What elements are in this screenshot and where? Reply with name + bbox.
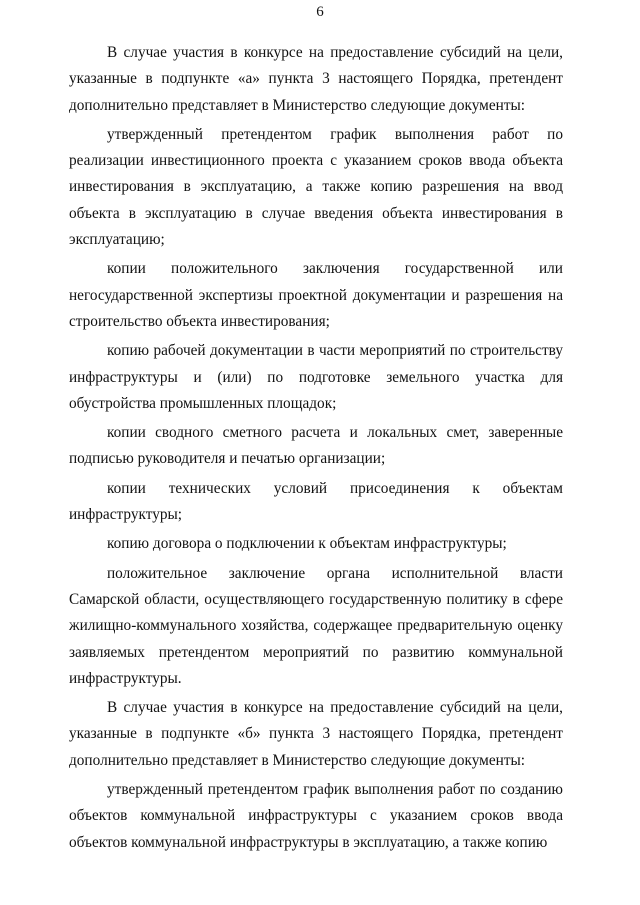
paragraph-expertise-copies: копии положительного заключения государственной или негосударственной экспертизы проектной документации и разрешения на строительство объекта инвестирования;: [69, 260, 563, 330]
paragraph-work-schedule: утвержденный претендентом график выполнения работ по реализации инвестиционного проекта с указанием сроков ввода объекта инвестирования в эксплуатацию, а также копию разрешения на ввод объекта в эксплуатацию в случае введения объекта инвестирования в эксплуатацию;: [69, 125, 563, 249]
paragraph-communal-schedule: утвержденный претендентом график выполнения работ по созданию объектов коммунальной инфраструктуры с указанием сроков ввода объектов коммунальной инфраструктуры в эксплуатацию, а также копию: [69, 781, 563, 851]
page-number: 6: [316, 4, 324, 20]
paragraph-working-documentation: копию рабочей документации в части мероприятий по строительству инфраструктуры и (или) по подготовке земельного участка для обустройства промышленных площадок;: [69, 342, 563, 412]
document-body: [69, 40, 563, 856]
paragraph-intro-b: В случае участия в конкурсе на предоставление субсидий на цели, указанные в подпункте «б» пункта 3 настоящего Порядка, претендент дополнительно представляет в Министерство следующие документы:: [69, 699, 563, 769]
paragraph-intro-a: В случае участия в конкурсе на предоставление субсидий на цели, указанные в подпункте «а» пункта 3 настоящего Порядка, претендент дополнительно представляет в Министерство следующие документы:: [69, 44, 563, 114]
paragraph-positive-conclusion: положительное заключение органа исполнительной власти Самарской области, осуществляющего государственную политику в сфере жилищно-коммунального хозяйства, содержащее предварительную оценку заявляемых претендентом мероприятий по развитию коммунальной инфраструктуры.: [69, 564, 563, 687]
paragraph-technical-conditions: копии технических условий присоединения к объектам инфраструктуры;: [69, 479, 563, 524]
paragraph-connection-contract: копию договора о подключении к объектам инфраструктуры;: [107, 535, 507, 553]
paragraph-estimate-copies: копии сводного сметного расчета и локальных смет, заверенные подписью руководителя и печатью организации;: [69, 424, 563, 468]
